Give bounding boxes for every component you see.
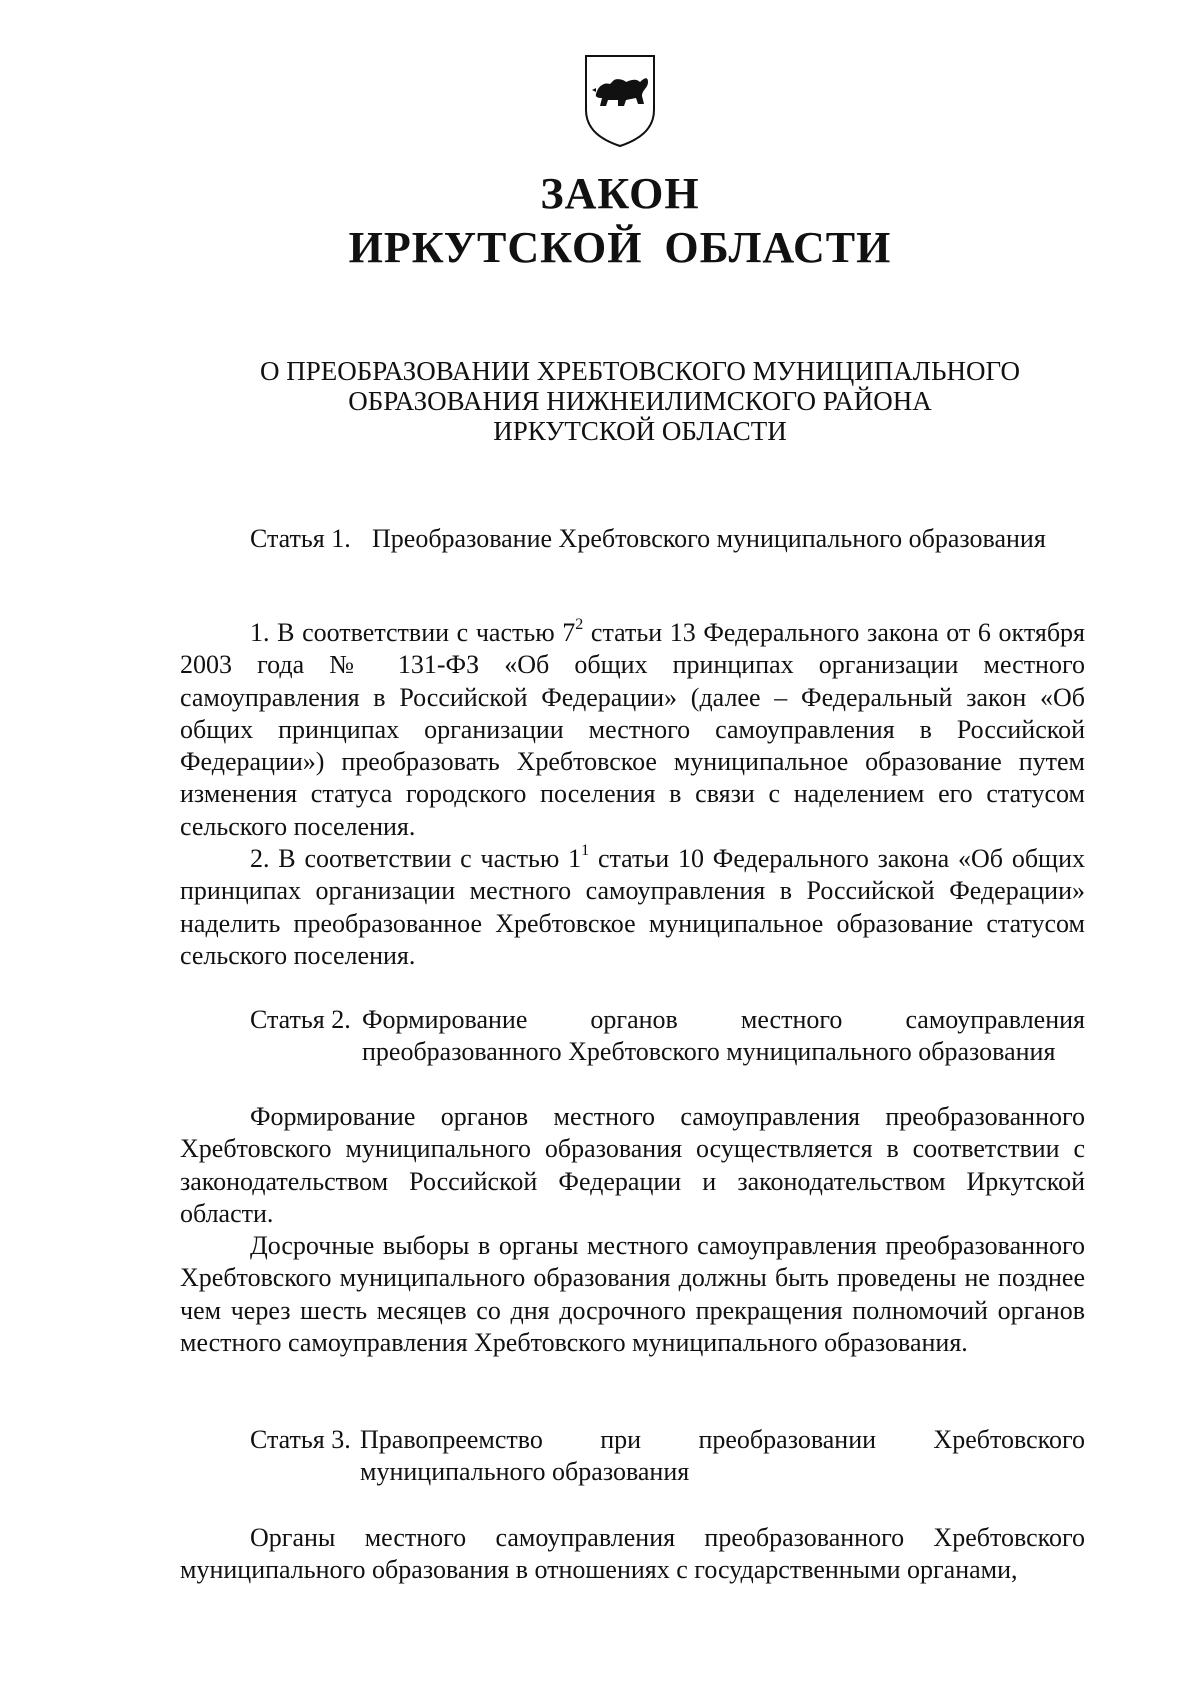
article-2-paragraph-1: Формирование органов местного самоуправления преобразованного Хребтовского муниципального образования осуществляется в соответствии с законодательством Российской Федерации и законодательством Иркутской области.	[180, 1102, 1085, 1228]
article-1-heading	[250, 523, 1085, 587]
superscript: 1	[581, 842, 590, 860]
article-1-paragraph-1: 1. В соответствии с частью $7^2$ статьи 13 Федерального закона от 6 октября 2003 года № 131-ФЗ «Об общих принципах организации местного самоуправления в Российской Федерации» (далее – Федеральный закон «Об общих принципах организации местного самоуправления в Российской Федерации») преобразовать Хребтовское муниципальное образование путем изменения статуса городского поселения в связи с наделением его статусом сельского поселения.	[180, 616, 1086, 841]
article-title: Правопреемство при преобразовании Хребтовского муниципального образования	[360, 1425, 1085, 1486]
article-label: Статья 1.	[250, 524, 351, 553]
law-subject	[200, 356, 1080, 446]
article-title: Преобразование Хребтовского муниципального образования	[372, 524, 1046, 553]
article-title: Формирование органов местного самоуправления преобразованного Хребтовского муниципального образования	[362, 1005, 1085, 1066]
superscript: 2	[575, 616, 584, 634]
article-2-heading	[250, 1004, 1085, 1068]
subject-line: ОБРАЗОВАНИЯ НИЖНЕИЛИМСКОГО РАЙОНА	[348, 386, 932, 416]
article-label: Статья 2.	[250, 1005, 351, 1034]
article-label: Статья 3.	[250, 1425, 351, 1454]
article-3-heading	[250, 1424, 1085, 1488]
coat-of-arms-icon	[582, 52, 658, 148]
law-region: ИРКУТСКОЙ ОБЛАСТИ	[348, 223, 892, 272]
subject-line: ИРКУТСКОЙ ОБЛАСТИ	[493, 416, 787, 446]
article-2-paragraph-2: Досрочные выборы в органы местного самоуправления преобразованного Хребтовского муниципального образования должны быть проведены не позднее чем через шесть месяцев со дня досрочного прекращения полномочий органов местного самоуправления Хребтовского муниципального образования.	[180, 1231, 1085, 1357]
article-1-paragraph-2: 2. В соответствии с частью $1^1$ статьи 10 Федерального закона «Об общих принципах организации местного самоуправления в Российской Федерации» наделить преобразованное Хребтовское муниципальное образование статусом сельского поселения.	[180, 842, 1085, 970]
law-title: ЗАКОН	[540, 169, 700, 218]
subject-line: О ПРЕОБРАЗОВАНИИ ХРЕБТОВСКОГО МУНИЦИПАЛЬНОГО	[260, 356, 1020, 386]
article-3-paragraph-1: Органы местного самоуправления преобразованного Хребтовского муниципального образования в отношениях с государственными органами,	[180, 1523, 1085, 1585]
